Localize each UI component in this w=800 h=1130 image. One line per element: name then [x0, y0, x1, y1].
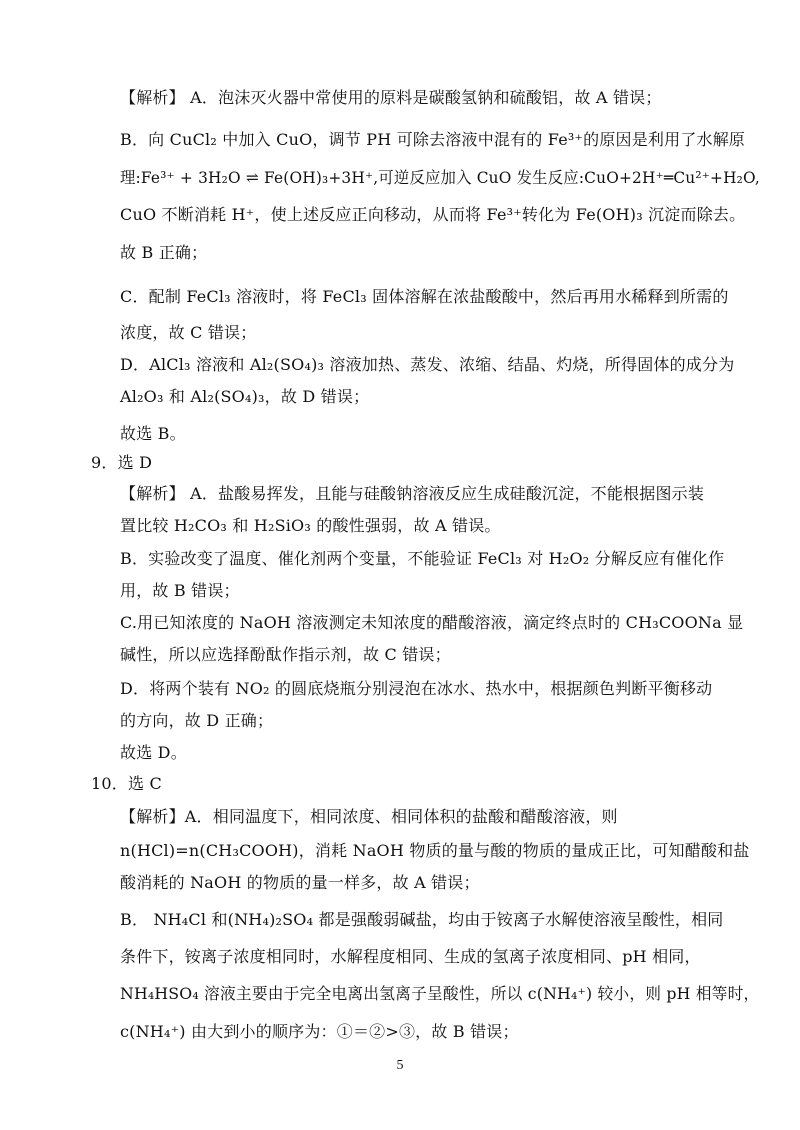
text-line: 理:Fe³⁺ + 3H₂O ⇌ Fe(OH)₃+3H⁺,可逆反应加入 CuO 发生反应:CuO+2H⁺═Cu²⁺+H₂O, [120, 168, 760, 187]
text-line: Al₂O₃ 和 Al₂(SO₄)₃，故 D 错误； [120, 387, 370, 406]
text-line: D．将两个装有 NO₂ 的圆底烧瓶分别浸泡在冰水、热水中，根据颜色判断平衡移动 [120, 679, 713, 698]
text-line: 故选 D。 [120, 743, 187, 762]
text-line: 【解析】 A．盐酸易挥发，且能与硅酸钠溶液反应生成硅酸沉淀，不能根据图示装 [120, 484, 705, 503]
text-line: C.用已知浓度的 NaOH 溶液测定未知浓度的醋酸溶液，滴定终点时的 CH₃COONa 显 [120, 613, 744, 632]
text-line: 故选 B。 [120, 424, 186, 443]
text-line: 置比较 H₂CO₃ 和 H₂SiO₃ 的酸性强弱，故 A 错误。 [120, 516, 501, 535]
text-line: CuO 不断消耗 H⁺，使上述反应正向移动，从而将 Fe³⁺转化为 Fe(OH)₃ 沉淀而除去。 [120, 205, 746, 224]
question-heading: 9．选 D [91, 453, 153, 472]
text-line: 条件下，铵离子浓度相同时，水解程度相同、生成的氢离子浓度相同、pH 相同， [120, 947, 701, 966]
text-line: 碱性，所以应选择酚酞作指示剂，故 C 错误； [120, 645, 451, 664]
text-line: 浓度，故 C 错误； [120, 323, 257, 342]
text-line: 【解析】A．相同温度下，相同浓度、相同体积的盐酸和醋酸溶液，则 [120, 807, 618, 826]
text-line: 故 B 正确； [120, 243, 208, 262]
text-line: 【解析】 A．泡沫灭火器中常使用的原料是碳酸氢钠和硫酸铝，故 A 错误； [120, 88, 662, 107]
text-line: C．配制 FeCl₃ 溶液时，将 FeCl₃ 固体溶解在浓盐酸酸中，然后再用水稀释到所需的 [120, 287, 729, 306]
text-line: B．向 CuCl₂ 中加入 CuO，调节 PH 可除去溶液中混有的 Fe³⁺的原因是利用了水解原 [120, 130, 746, 149]
page-number: 5 [396, 1058, 404, 1073]
text-line: B．实验改变了温度、催化剂两个变量，不能验证 FeCl₃ 对 H₂O₂ 分解反应有催化作 [120, 549, 725, 568]
question-heading: 10．选 C [91, 774, 162, 793]
text-line: c(NH₄⁺) 由大到小的顺序为：①＝②>③，故 B 错误； [120, 1022, 519, 1041]
text-line: 酸消耗的 NaOH 的物质的量一样多，故 A 错误； [120, 873, 480, 892]
text-line: B． NH₄Cl 和(NH₄)₂SO₄ 都是强酸弱碱盐，均由于铵离子水解使溶液呈酸性，相同 [120, 910, 724, 929]
text-line: D．AlCl₃ 溶液和 Al₂(SO₄)₃ 溶液加热、蒸发、浓缩、结晶、灼烧，所得固体的成分为 [120, 355, 735, 374]
text-line: NH₄HSO₄ 溶液主要由于完全电离出氢离子呈酸性，所以 c(NH₄⁺) 较小，则 pH 相等时， [120, 984, 760, 1003]
text-line: 用，故 B 错误； [120, 581, 240, 600]
text-line: 的方向，故 D 正确； [120, 711, 274, 730]
text-line: n(HCl)=n(CH₃COOH)，消耗 NaOH 物质的量与酸的物质的量成正比，可知醋酸和盐 [120, 841, 750, 860]
